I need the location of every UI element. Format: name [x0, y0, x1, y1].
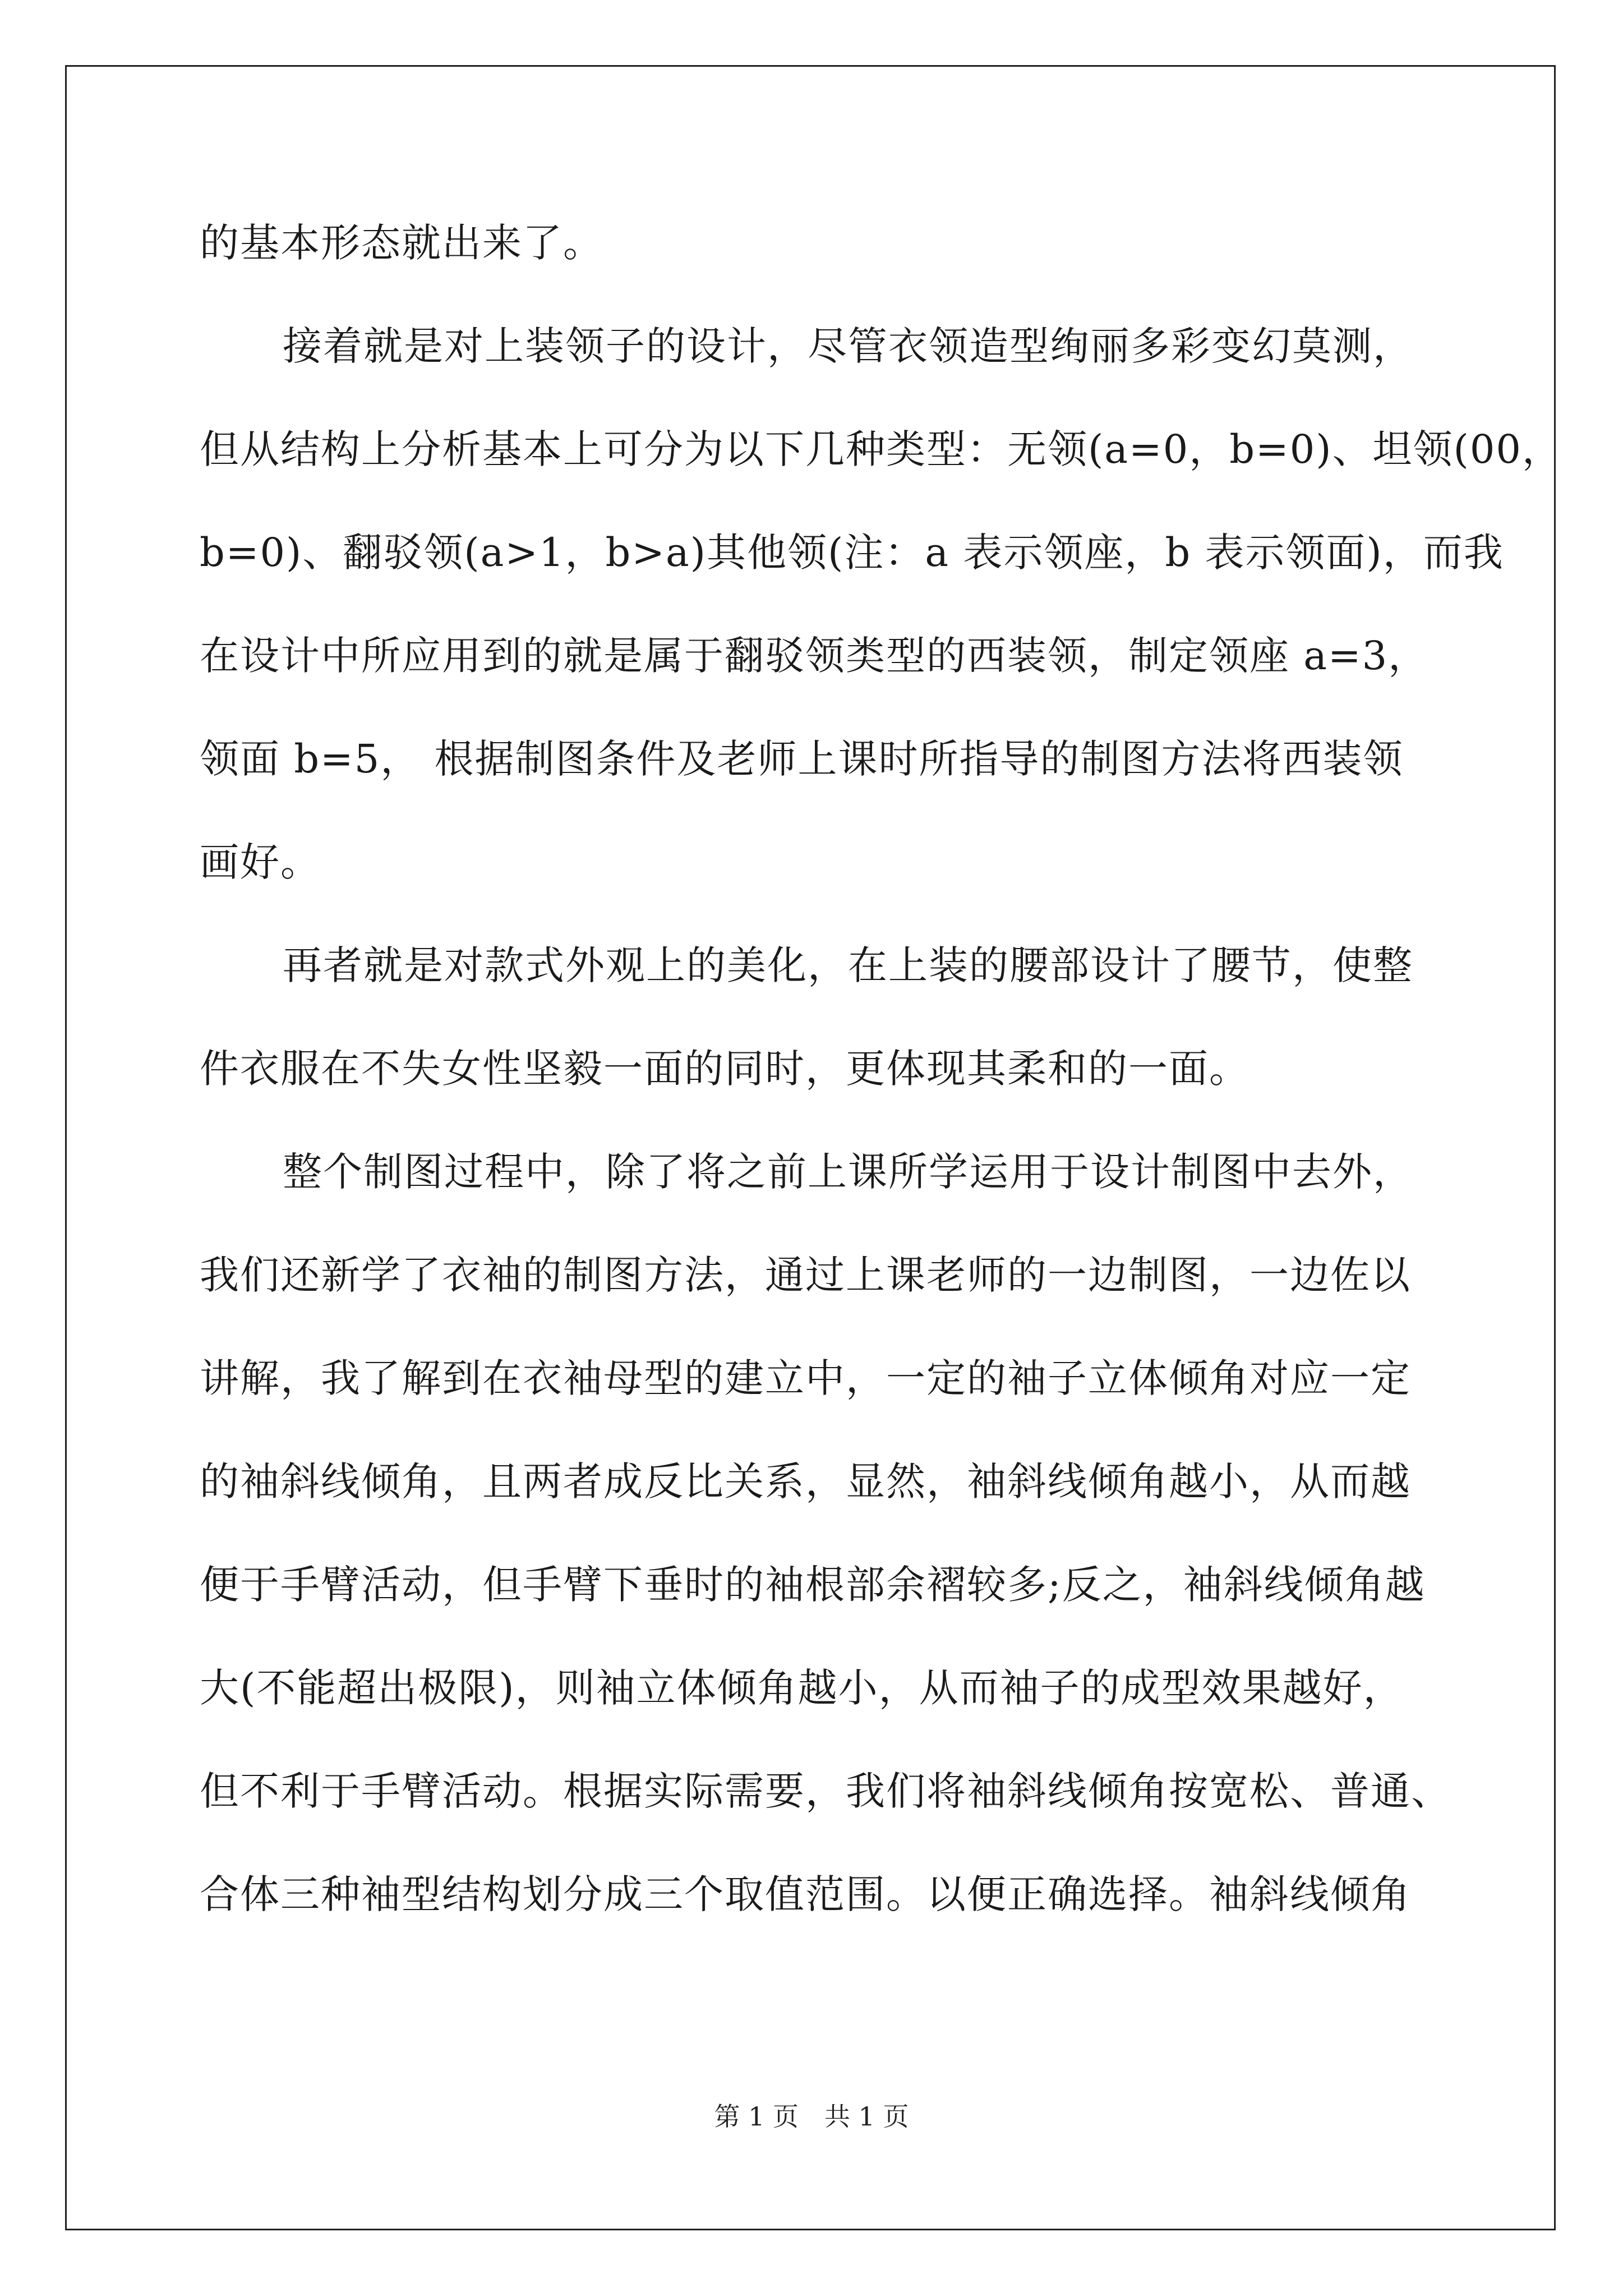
text-line: 合体三种袖型结构划分成三个取值范围。以便正确选择。袖斜线倾角	[200, 1871, 1411, 1917]
text-line: 件衣服在不失女性坚毅一面的同时，更体现其柔和的一面。	[200, 1046, 1249, 1092]
text-line: 领面 b=5， 根据制图条件及老师上课时所指导的制图方法将西装领	[200, 736, 1404, 782]
text-line: 讲解，我了解到在衣袖母型的建立中，一定的袖子立体倾角对应一定	[200, 1355, 1411, 1401]
text-line: 但从结构上分析基本上可分为以下几种类型：无领(a=0，b=0)、坦领(00，	[200, 426, 1562, 472]
paragraph-start-line: 再者就是对款式外观上的美化，在上装的腰部设计了腰节，使整	[283, 942, 1413, 988]
paragraph-start-line: 接着就是对上装领子的设计，尽管衣领造型绚丽多彩变幻莫测，	[283, 323, 1413, 369]
paragraph-start-line: 整个制图过程中，除了将之前上课所学运用于设计制图中去外，	[283, 1149, 1413, 1195]
text-line: 画好。	[200, 839, 321, 885]
text-line: 大(不能超出极限)，则袖立体倾角越小，从而袖子的成型效果越好，	[200, 1665, 1404, 1711]
text-line: 便于手臂活动，但手臂下垂时的袖根部余褶较多;反之，袖斜线倾角越	[200, 1562, 1426, 1608]
text-line: 的基本形态就出来了。	[200, 220, 603, 266]
text-line: 我们还新学了衣袖的制图方法，通过上课老师的一边制图，一边佐以	[200, 1252, 1411, 1298]
text-line: b=0)、翻驳领(a>1，b>a)其他领(注：a 表示领座，b 表示领面)，而我	[200, 530, 1504, 576]
text-line: 的袖斜线倾角，且两者成反比关系，显然，袖斜线倾角越小，从而越	[200, 1458, 1411, 1504]
page-number-footer: 第 1 页 共 1 页	[714, 2101, 909, 2132]
text-line: 在设计中所应用到的就是属于翻驳领类型的西装领，制定领座 a=3，	[200, 633, 1429, 679]
text-line: 但不利于手臂活动。根据实际需要，我们将袖斜线倾角按宽松、普通、	[200, 1768, 1451, 1814]
